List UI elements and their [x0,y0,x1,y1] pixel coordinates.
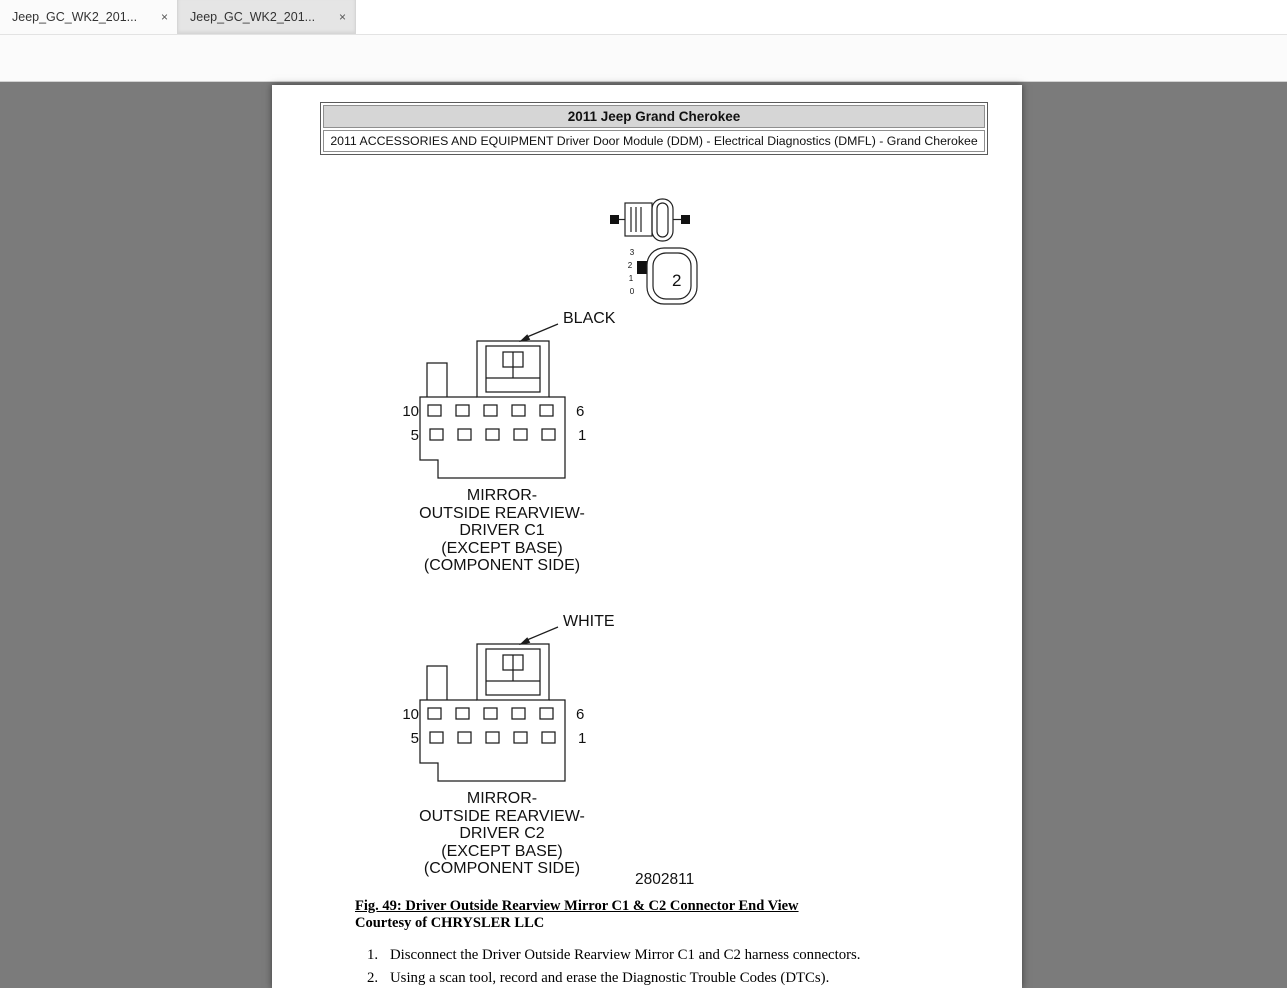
vehicle-title: 2011 Jeep Grand Cherokee [323,105,985,128]
step-number: 2. [367,970,379,986]
c2-pin-1-label: 1 [578,730,587,747]
step-number: 1. [367,947,379,963]
caption-line: (EXCEPT BASE) [441,842,563,860]
c1-caption [352,487,652,575]
c1-pin-5-label: 5 [410,427,419,444]
connector-c2-diagram [400,603,640,793]
section-subtitle: 2011 ACCESSORIES AND EQUIPMENT Driver Door Module (DDM) - Electrical Diagnostics (DMFL) - Grand Cherokee [323,130,985,152]
c1-pin-1-label: 1 [578,427,587,444]
document-viewport[interactable] [0,83,1287,988]
figure-caption-credit: Courtesy of CHRYSLER LLC [355,915,545,931]
connector-overview-diagram [602,195,702,310]
toolbar [0,35,1287,82]
c2-color-label: WHITE [563,613,615,630]
caption-line: (COMPONENT SIDE) [423,860,581,878]
close-icon[interactable]: × [160,10,168,24]
caption-line: OUTSIDE REARVIEW- [419,504,585,522]
document-tab-2[interactable] [178,0,356,34]
figure-caption-title: Fig. 49: Driver Outside Rearview Mirror C1 & C2 Connector End View [355,898,799,914]
overview-pin-2: 2 [627,261,633,270]
caption-line: DRIVER C1 [459,522,545,540]
step-text: Using a scan tool, record and erase the Diagnostic Trouble Codes (DTCs). [390,970,830,986]
caption-line: MIRROR- [466,790,538,807]
c2-caption [352,790,652,878]
document-tab-1[interactable] [0,0,178,34]
caption-line: DRIVER C2 [459,825,545,843]
c1-pin-6-label: 6 [576,403,585,420]
caption-line: (EXCEPT BASE) [441,539,563,557]
page-header-table [320,102,988,155]
overview-pin-0: 0 [629,287,635,296]
c2-pin-5-label: 5 [410,730,419,747]
c1-pin-10-label: 10 [402,403,419,420]
overview-pin-1: 1 [628,274,634,283]
procedure-steps [367,947,861,988]
caption-line: OUTSIDE REARVIEW- [419,807,585,825]
step-item [367,970,861,987]
overview-connector-number: 2 [672,271,682,290]
pdf-page [272,85,1022,988]
c1-color-label: BLACK [563,310,616,327]
caption-line: MIRROR- [466,487,538,504]
close-icon[interactable]: × [338,10,346,24]
step-text: Disconnect the Driver Outside Rearview Mirror C1 and C2 harness connectors. [390,947,861,963]
tab-bar [0,0,1287,35]
c2-pin-10-label: 10 [402,706,419,723]
c2-pin-6-label: 6 [576,706,585,723]
tab-label: Jeep_GC_WK2_201... [12,10,138,24]
step-item [367,947,861,964]
caption-line: (COMPONENT SIDE) [423,557,581,575]
overview-pin-3: 3 [629,248,635,257]
tab-label: Jeep_GC_WK2_201... [190,10,316,24]
connector-c1-diagram [400,300,640,490]
figure-number: 2802811 [635,871,695,888]
